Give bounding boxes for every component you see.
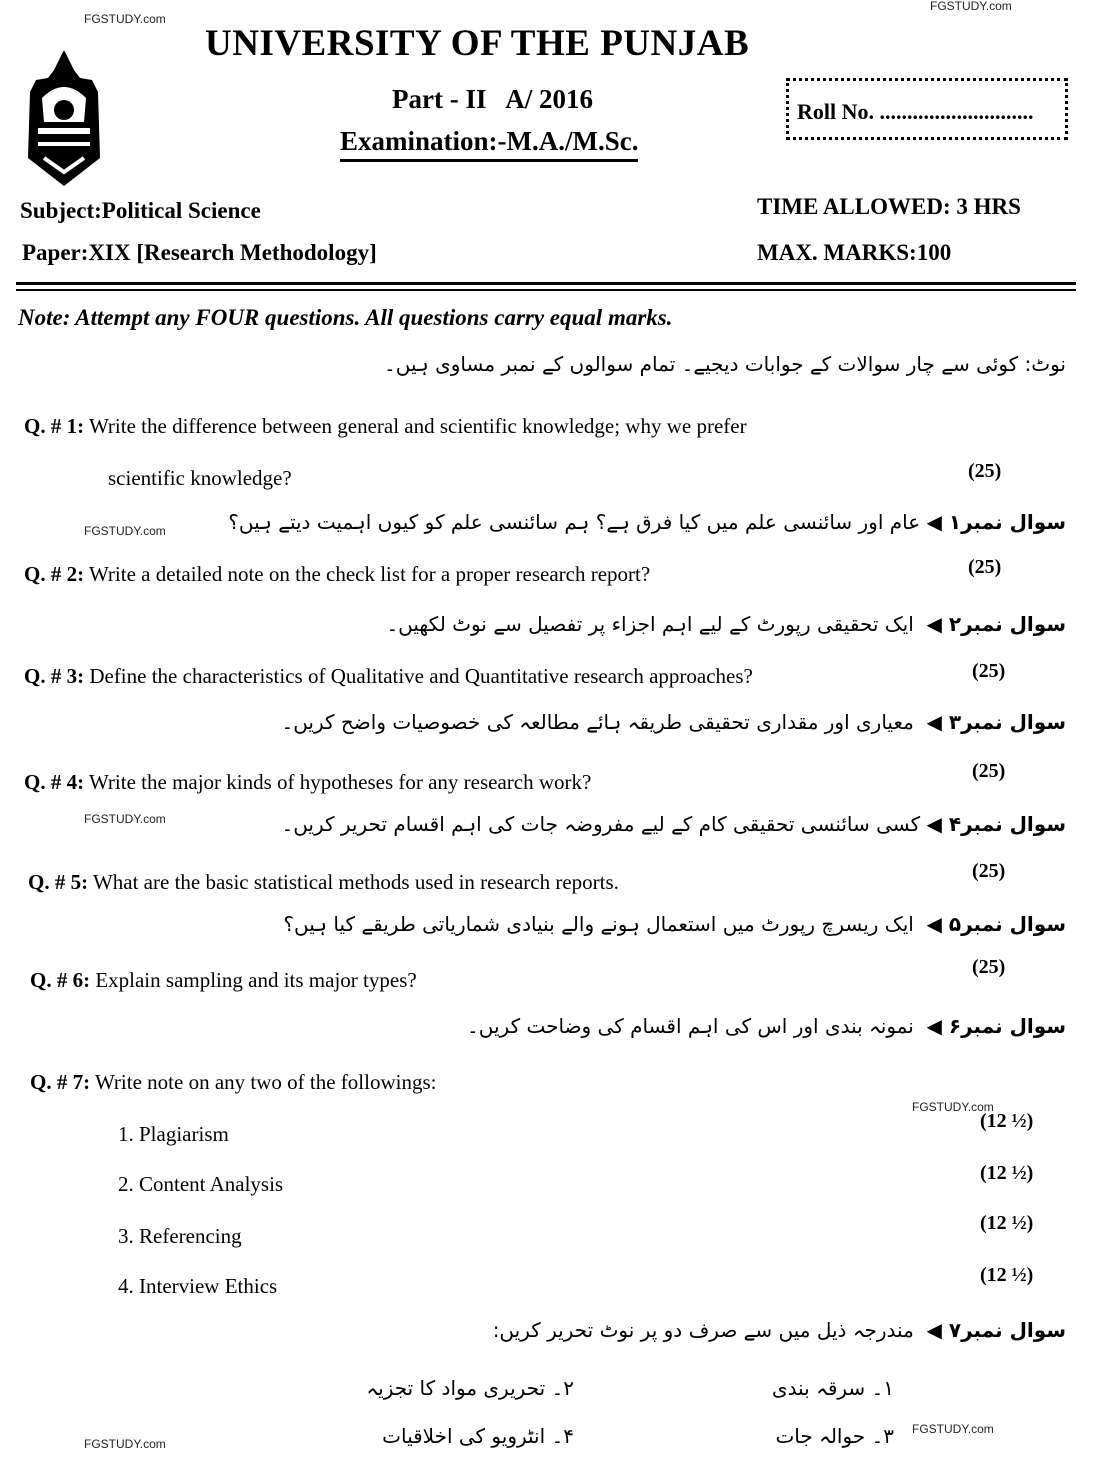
university-title: UNIVERSITY OF THE PUNJAB	[205, 23, 750, 64]
watermark: FGSTUDY.com	[84, 524, 166, 538]
watermark: FGSTUDY.com	[84, 1437, 166, 1451]
marks: (25)	[972, 660, 1006, 682]
watermark: FGSTUDY.com	[84, 812, 166, 826]
part-year: Part - II A/ 2016	[392, 84, 593, 114]
question-3-urdu: سوال نمبر۳ ◀ معیاری اور مقداری تحقیقی طریقہ ہائے مطالعہ کی خصوصیات واضح کریں۔	[281, 710, 1066, 734]
university-crest-logo	[20, 48, 108, 188]
q7-item-3: 3. Referencing	[118, 1224, 242, 1248]
question-7: Q. # 7: Write note on any two of the followings:	[30, 1070, 437, 1094]
time-allowed: TIME ALLOWED: 3 HRS	[757, 194, 1021, 219]
question-7-urdu: سوال نمبر۷ ◀ مندرجہ ذیل میں سے صرف دو پر نوٹ تحریر کریں:	[492, 1318, 1066, 1342]
note-english: Note: Attempt any FOUR questions. All questions carry equal marks.	[18, 305, 673, 330]
paper: Paper:XIX [Research Methodology]	[22, 240, 377, 265]
subject: Subject:Political Science	[20, 198, 261, 223]
watermark: FGSTUDY.com	[930, 0, 1012, 13]
marks: (12 ½)	[980, 1264, 1034, 1286]
watermark: FGSTUDY.com	[912, 1422, 994, 1436]
marks: (25)	[968, 556, 1002, 578]
q7-item-2: 2. Content Analysis	[118, 1172, 284, 1196]
question-1-cont: scientific knowledge?	[108, 466, 292, 490]
question-2-urdu: سوال نمبر۲ ◀ ایک تحقیقی رپورٹ کے لیے اہم اجزاء پر تفصیل سے نوٹ لکھیں۔	[386, 612, 1066, 636]
question-1-urdu: سوال نمبر۱ ◀ عام اور سائنسی علم میں کیا فرق ہے؟ ہم سائنسی علم کو کیوں اہمیت دیتے ہیں؟	[228, 510, 1066, 534]
question-2: Q. # 2: Write a detailed note on the check list for a proper research report?	[24, 562, 651, 586]
max-marks: MAX. MARKS:100	[757, 240, 952, 265]
marks: (25)	[972, 956, 1006, 978]
roll-no-box: Roll No. ............................	[786, 78, 1068, 140]
watermark: FGSTUDY.com	[912, 1100, 994, 1114]
q7-urdu-item-2: ۲۔ تحریری مواد کا تجزیہ	[366, 1376, 574, 1400]
divider	[16, 282, 1076, 285]
examination: Examination:-M.A./M.Sc.	[340, 126, 638, 162]
q7-item-4: 4. Interview Ethics	[118, 1274, 278, 1298]
q7-urdu-item-4: ۴۔ انٹرویو کی اخلاقیات	[382, 1424, 574, 1448]
note-urdu: نوٹ: کوئی سے چار سوالات کے جوابات دیجیے۔ تمام سوالوں کے نمبر مساوی ہیں۔	[384, 352, 1066, 376]
marks: (25)	[968, 460, 1002, 482]
marks: (12 ½)	[980, 1162, 1034, 1184]
marks: (12 ½)	[980, 1212, 1034, 1234]
divider	[16, 289, 1076, 291]
question-5: Q. # 5: What are the basic statistical methods used in research reports.	[28, 870, 619, 894]
marks: (25)	[972, 760, 1006, 782]
question-1: Q. # 1: Write the difference between general and scientific knowledge; why we prefer	[24, 414, 747, 438]
question-3: Q. # 3: Define the characteristics of Qualitative and Quantitative research approaches?	[24, 664, 753, 688]
marks: (12 ½)	[980, 1110, 1034, 1132]
question-4-urdu: سوال نمبر۴ ◀ کسی سائنسی تحقیقی کام کے لیے مفروضہ جات کی اہم اقسام تحریر کریں۔	[281, 812, 1066, 836]
question-5-urdu: سوال نمبر۵ ◀ ایک ریسرچ رپورٹ میں استعمال ہونے والے بنیادی شماریاتی طریقے کیا ہیں؟	[283, 912, 1066, 936]
watermark: FGSTUDY.com	[84, 12, 166, 26]
q7-item-1: 1. Plagiarism	[118, 1122, 229, 1146]
q7-urdu-item-3: ۳۔ حوالہ جات	[775, 1424, 894, 1448]
marks: (25)	[972, 860, 1006, 882]
q7-urdu-item-1: ۱۔ سرقہ بندی	[771, 1376, 894, 1400]
question-4: Q. # 4: Write the major kinds of hypotheses for any research work?	[24, 770, 592, 794]
question-6-urdu: سوال نمبر۶ ◀ نمونہ بندی اور اس کی اہم اقسام کی وضاحت کریں۔	[467, 1014, 1066, 1038]
question-6: Q. # 6: Explain sampling and its major types?	[30, 968, 417, 992]
